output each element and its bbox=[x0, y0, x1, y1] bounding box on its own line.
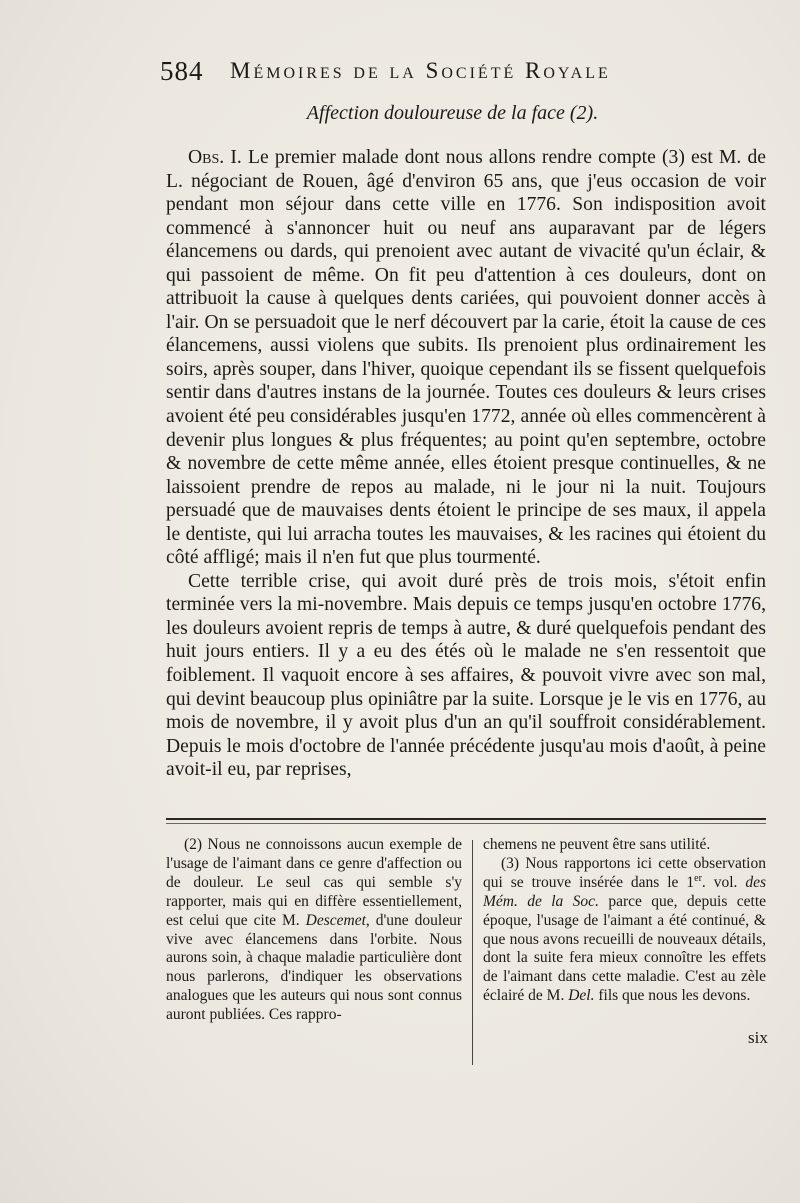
footnote-3-text-a: (3) Nous rapportons ici cette observation qui se trouve insérée dans le 1 bbox=[483, 854, 766, 891]
page-header bbox=[160, 56, 705, 96]
footnote-3-reference: des Mém. de la Soc. bbox=[483, 873, 766, 910]
catchword: six bbox=[748, 1028, 768, 1047]
section-title: Affection douloureuse de la face (2). bbox=[306, 102, 599, 124]
observation-label: Obs. I. bbox=[188, 147, 242, 168]
footnote-2-continuation: chemens ne peuvent être sans utilité. bbox=[483, 836, 711, 853]
paragraph-2: Cette terrible crise, qui avoit duré près de trois mois, s'étoit enfin terminée vers la mi-novembre. Mais depuis ce temps jusqu'en octobre 1776, les douleurs avoient repris de temps à autre, & duré quelquefois pendant des huit jours entiers. Il y a eu des étés où le malade ne s'en ressentoit que foiblement. Il vaquoit encore à ses affaires, & pouvoit vivre avec son mal, qui devint beaucoup plus opiniâtre par la suite. Lorsque je le vis en 1776, au mois de novembre, il y avoit plus d'un an qu'il souffroit considérablement. Depuis le mois d'octobre de l'année précédente jusqu'au mois d'août, à peine avoit-il eu, par reprises, bbox=[166, 570, 766, 781]
footnote-column-left bbox=[166, 836, 462, 1025]
footnote-2-author: Descemet bbox=[305, 911, 366, 929]
footnote-rule-thin bbox=[166, 823, 766, 824]
footnote-3-text-b: . vol. bbox=[701, 873, 738, 891]
paragraph-1-text: Le premier malade dont nous allons rendre compte (3) est M. de L. négociant de Rouen, âgé d'environ 65 ans, que j'eus occasion de voir pendant mon séjour dans cette ville en 1776. Son indisposition avoit commencé à s'annoncer huit ou neuf ans auparavant par de légers élancemens ou dards, qui prenoient avec autant de vivacité qu'un éclair, & qui passoient de même. On fit peu d'attention à ces douleurs, dont on attribuoit la cause à quelques dents cariées, qui pouvoient donner accès à l'air. On se persuadoit que le nerf découvert par la carie, étoit la cause de ces élancemens, aussi violens que subits. Ils prenoient plus ordinairement les soirs, après souper, dans l'hiver, quoique cependant ils se fissent quelquefois sentir dans d'autres instans de la journée. Toutes ces douleurs & leurs crises avoient été peu considérables jusqu'en 1772, année où elles commencèrent à devenir plus longues & plus fréquentes; au point qu'en septembre, octobre & novembre de cette même année, elles étoient presque continuelles, & ne laissoient prendre de repos au malade, ni le jour ni la nuit. Toujours persuadé que de mauvaises dents étoient le principe de ses maux, il appela le dentiste, qui lui arracha toutes les mauvaises, & les racines qui étoient du côté affligé; mais il n'en fut que plus tourmenté. bbox=[166, 147, 766, 569]
column-divider bbox=[472, 840, 473, 1065]
footnote-3-superscript: er bbox=[694, 872, 702, 884]
paragraph-1 bbox=[166, 146, 766, 570]
running-title: Mémoires de la Société Royale bbox=[230, 58, 611, 83]
page-number: 584 bbox=[160, 56, 204, 86]
main-text bbox=[166, 146, 766, 782]
footnote-2-text-a: (2) Nous ne connoissons aucun exemple de l'usage de l'aimant dans ce genre d'affection ou de douleur. Le seul cas qui semble s'y rapporter, mais qui en diffère essentiellement, est celui que cite M. bbox=[166, 836, 462, 929]
footnote-2-text-b: , d'une douleur vive avec élancemens dans l'orbite. Nous aurons soin, à chaque maladie particulière dont nous parlerons, d'indiquer les observations analogues que les auteurs qui nous sont connus auront publiées. Ces rappro- bbox=[166, 911, 463, 1024]
footnote-column-right bbox=[483, 836, 766, 1006]
footnote-3-text-d: fils que nous les devons. bbox=[598, 987, 751, 1005]
footnote-rule bbox=[166, 818, 766, 820]
footnote-3 bbox=[483, 855, 766, 1006]
footnote-2 bbox=[166, 836, 462, 1025]
footnote-3-text-c: parce que, depuis cette époque, l'usage de l'aimant a été continué, & que nous avons recueilli de nouveaux détails, dont la suite fera mieux connoître les effets de l'aimant dans cette maladie. C'est au zèle éclairé de M. bbox=[483, 892, 767, 1005]
footnote-3-name: Del. bbox=[568, 987, 595, 1005]
